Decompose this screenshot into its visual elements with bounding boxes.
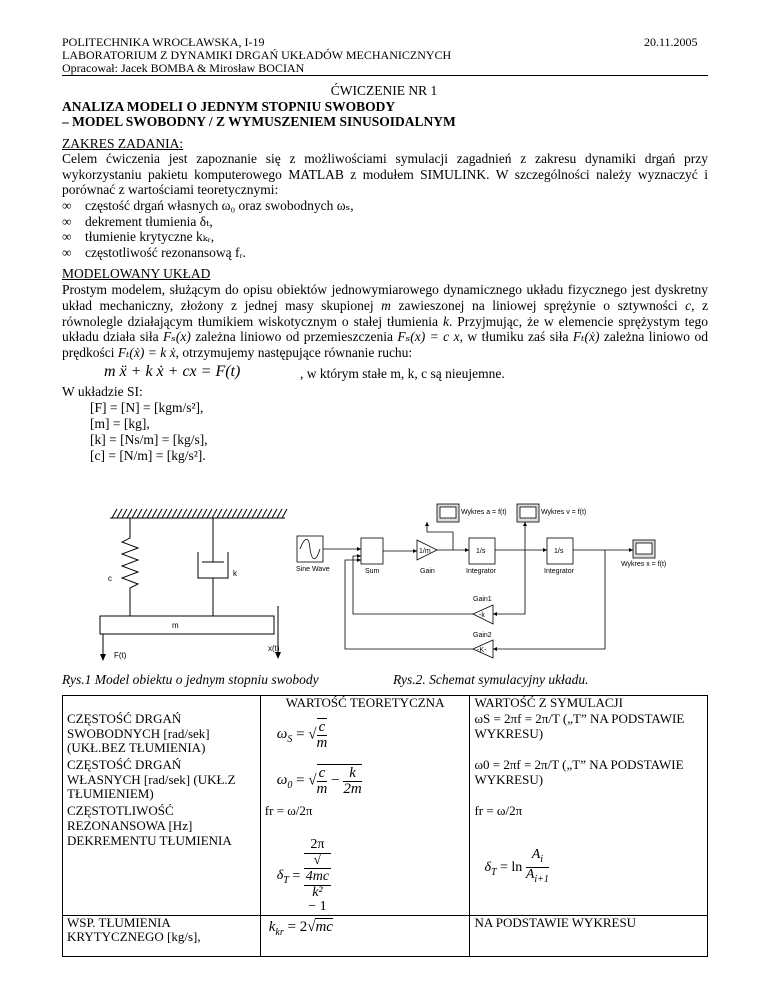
hatch-line <box>267 509 272 518</box>
hatch-line <box>197 509 202 518</box>
table-head-theory: WARTOŚĆ TEORETYCZNA <box>260 696 470 713</box>
hatch-line <box>167 509 172 518</box>
scope-list <box>62 198 708 260</box>
hatch-line <box>147 509 152 518</box>
comparison-table <box>62 695 708 957</box>
table-row <box>63 834 708 915</box>
theory-formula-fr: fr = ω/2π <box>260 804 470 834</box>
hatch-line <box>207 509 212 518</box>
row-name: CZĘSTOŚĆ DRGAŃ WŁASNYCH [rad/sek] (UKŁ.Z TŁUMIENIEM) <box>63 758 261 804</box>
hatch-line <box>217 509 222 518</box>
hatch-line <box>172 509 177 518</box>
list-item: ∞ dekrement tłumienia δₜ, <box>62 214 708 230</box>
figure2-caption: Rys.2. Schemat symulacyjny układu. <box>393 672 589 687</box>
row-name: CZĘSTOŚĆ DRGAŃ SWOBODNYCH [rad/sek] (UKŁ.BEZ TŁUMIENIA) <box>63 712 261 758</box>
equation-note: , w którym stałe m, k, c są nieujemne. <box>300 366 505 381</box>
motion-equation: m ẍ + k ẋ + cx = F(t) <box>104 363 241 380</box>
damper-label: k <box>233 569 237 578</box>
hatch-line <box>187 509 192 518</box>
sim-value: fr = ω/2π <box>470 804 708 834</box>
gain1-value: -k <box>479 612 485 619</box>
sim-value-delta: $\delta_T = \ln$ $\frac{A_i}{A_{i+1}}$ <box>470 834 708 915</box>
hatch-line <box>252 509 257 518</box>
table-row <box>63 915 708 956</box>
hatch-line <box>247 509 252 518</box>
mass-label: m <box>172 621 179 630</box>
hatch-line <box>142 509 147 518</box>
figure-mass-spring-damper <box>70 506 290 664</box>
si-title: W układzie SI: <box>62 384 143 399</box>
title-line2: – MODEL SWOBODNY / Z WYMUSZENIEM SINUSOIDALNYM <box>62 114 456 129</box>
integrator1-symbol: 1/s <box>476 548 486 555</box>
scope-x-label: Wykres x = f(t) <box>621 561 667 568</box>
si-unit-stiffness: [c] = [N/m] = [kg/s²]. <box>90 448 206 463</box>
theory-formula-omega-0: $\omega_0$ = √ $\frac{c}{m}$ − $\frac{k}{2m}$ <box>260 758 470 804</box>
hatch-line <box>257 509 262 518</box>
gain-label: Gain <box>420 568 435 575</box>
hatch-line <box>192 509 197 518</box>
hatch-line <box>222 509 227 518</box>
gain-value: 1/m <box>419 548 431 555</box>
sim-value: ω0 = 2πf = 2π/T („T” NA PODSTAWIE WYKRESU) <box>470 758 708 804</box>
list-item: ∞ tłumienie krytyczne kₖᵣ, <box>62 229 708 245</box>
hatch-line <box>227 509 232 518</box>
sine-label: Sine Wave <box>296 566 330 573</box>
hatch-line <box>262 509 267 518</box>
figure-simulink-diagram <box>285 500 705 668</box>
section-heading-model: MODELOWANY UKŁAD <box>62 266 211 281</box>
table-row <box>63 758 708 804</box>
header-institution: POLITECHNIKA WROCŁAWSKA, I-19 <box>62 35 265 49</box>
list-item: ∞ częstość drgań własnych ω₀ oraz swobodnych ωₛ, <box>62 198 708 214</box>
displacement-label: x(t) <box>268 644 280 653</box>
hatch-line <box>137 509 142 518</box>
hatch-line <box>117 509 122 518</box>
header-authors: Opracował: Jacek BOMBA & Mirosław BOCIAN <box>62 61 305 75</box>
damper-icon <box>198 518 228 616</box>
row-name: CZĘSTOTLIWOŚĆ REZONANSOWA [Hz] <box>63 804 261 834</box>
gain2-label: Gain2 <box>473 632 492 639</box>
ceiling-hatch <box>110 509 287 518</box>
integrator1-label: Integrator <box>466 568 496 575</box>
header-date: 20.11.2005 <box>644 35 698 49</box>
hatch-line <box>122 509 127 518</box>
hatch-line <box>177 509 182 518</box>
gain1-label: Gain1 <box>473 596 492 603</box>
hatch-line <box>127 509 132 518</box>
hatch-line <box>182 509 187 518</box>
model-paragraph: Prostym modelem, służącym do opisu obiektów jednowymiarowego dynamicznego układu fizycznego jest dyskretny układ mechaniczny, złożony z jednej masy skupionej m zawieszonej na liniowej sprężynie o sztywności c, z równolegle działającym tłumikiem wiskotycznym o stałej tłumienia k. Przyjmując, że w elemencie sprężystym tego układu działa siła Fₛ(x) zależna liniowo od przemieszczenia Fₛ(x) = c x, w tłumiku zaś siła Fₜ(ẋ) zależna liniowo od prędkości Fₜ(ẋ) = k ẋ, otrzymujemy następujące równanie ruchu: <box>62 282 709 361</box>
si-unit-damping: [k] = [Ns/m] = [kg/s], <box>90 432 208 447</box>
table-row <box>63 804 708 834</box>
si-unit-mass: [m] = [kg], <box>90 416 150 431</box>
hatch-line <box>132 509 137 518</box>
spring-icon <box>122 518 138 616</box>
force-label: F(t) <box>114 651 127 660</box>
row-name: WSP. TŁUMIENIA KRYTYCZNEGO [kg/s], <box>63 915 261 956</box>
hatch-line <box>242 509 247 518</box>
theory-formula-omega-s: $\omega_S$ = √ $\frac{c}{m}$ <box>260 712 470 758</box>
hatch-line <box>232 509 237 518</box>
scope-v-label: Wykres v = f(t) <box>541 509 587 516</box>
scope-a-label: Wykres a = f(t) <box>461 509 507 516</box>
table-row <box>63 696 708 713</box>
hatch-line <box>112 509 117 518</box>
si-unit-force: [F] = [N] = [kgm/s²], <box>90 400 204 415</box>
hatch-line <box>202 509 207 518</box>
sim-value: ωS = 2πf = 2π/T („T” NA PODSTAWIE WYKRESU) <box>470 712 708 758</box>
sim-value: NA PODSTAWIE WYKRESU <box>470 915 708 956</box>
mass-block <box>100 616 274 634</box>
list-item: ∞ częstotliwość rezonansową fᵣ. <box>62 245 708 261</box>
gain2-value: -K- <box>477 647 487 654</box>
figure1-caption: Rys.1 Model obiektu o jednym stopniu swobody <box>62 672 319 687</box>
header-rule <box>62 75 708 76</box>
title-line1: ANALIZA MODELI O JEDNYM STOPNIU SWOBODY <box>62 99 396 114</box>
spring-label: c <box>108 574 112 583</box>
header-lab: LABORATORIUM Z DYNAMIKI DRGAŃ UKŁADÓW MECHANICZNYCH <box>62 48 452 62</box>
scope-paragraph: Celem ćwiczenia jest zapoznanie się z możliwościami symulacji zagadnień z zakresu dynamiki drgań przy wykorzystaniu pakietu komputerowego MATLAB z modułem SIMULINK. W szczególności należy wyznaczyć i porównać z wartościami teoretycznymi: <box>62 151 708 197</box>
integrator2-symbol: 1/s <box>554 548 564 555</box>
exercise-number: ĆWICZENIE NR 1 <box>330 83 438 98</box>
hatch-line <box>237 509 242 518</box>
theory-formula-kkr: $k_{kr} = 2√mc$ <box>260 915 470 956</box>
hatch-line <box>152 509 157 518</box>
hatch-line <box>272 509 277 518</box>
hatch-line <box>162 509 167 518</box>
sum-label: Sum <box>365 568 380 575</box>
integrator2-label: Integrator <box>544 568 574 575</box>
table-head-sim: WARTOŚĆ Z SYMULACJI <box>470 696 708 713</box>
row-name: DEKREMENTU TŁUMIENIA <box>63 834 261 915</box>
theory-formula-delta: $\delta_T$ = 2π √ 4mc k² − 1 <box>260 834 470 915</box>
table-row <box>63 712 708 758</box>
sum-block <box>361 538 383 564</box>
hatch-line <box>157 509 162 518</box>
hatch-line <box>212 509 217 518</box>
hatch-line <box>277 509 282 518</box>
section-heading-scope: ZAKRES ZADANIA: <box>62 136 184 151</box>
